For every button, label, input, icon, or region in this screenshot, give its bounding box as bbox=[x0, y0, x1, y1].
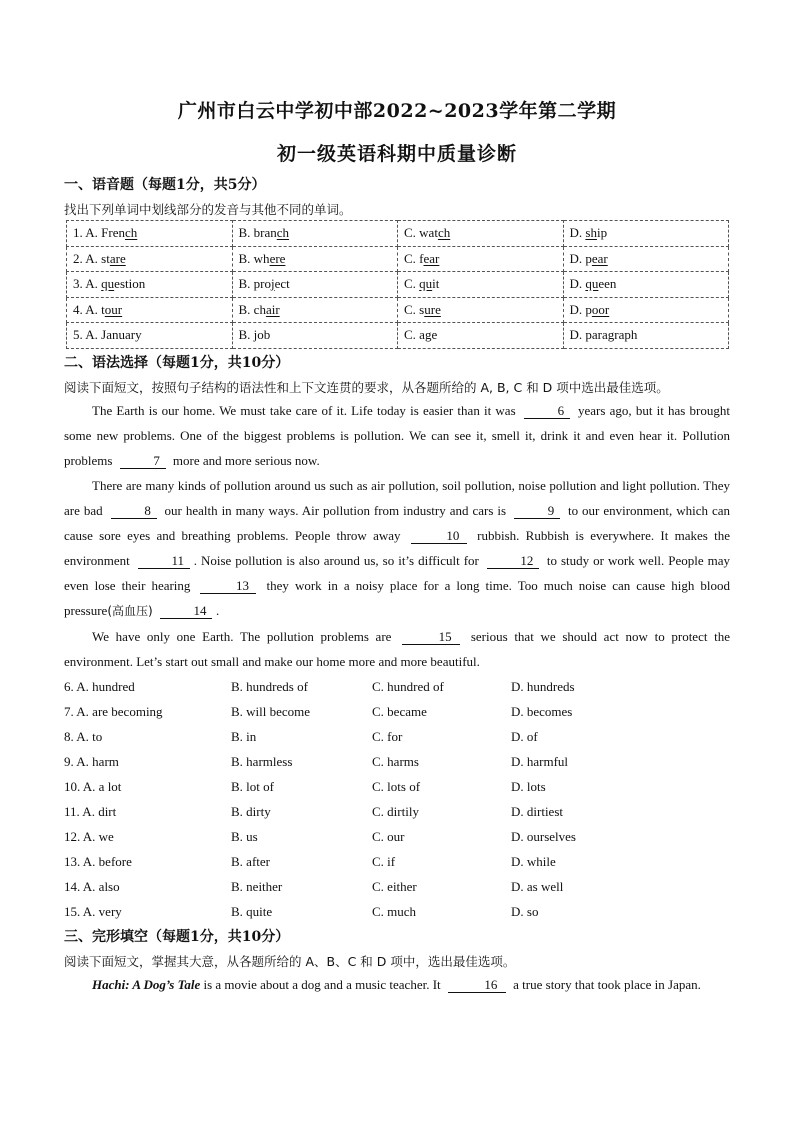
option-choice: D. while bbox=[511, 853, 556, 869]
option-choice: D. dirtiest bbox=[511, 803, 563, 819]
option-row bbox=[64, 899, 730, 924]
option-choice: 10. A. a lot bbox=[64, 778, 122, 794]
grammar-passage bbox=[64, 398, 730, 674]
blank-10: 10 bbox=[411, 529, 467, 544]
option-choice: B. us bbox=[231, 828, 258, 844]
option-choice: C. for bbox=[372, 728, 403, 744]
phonetics-option: D. poor bbox=[563, 297, 729, 323]
phonetics-row bbox=[67, 221, 729, 247]
option-choice: C. either bbox=[372, 878, 417, 894]
phonetics-option: D. ship bbox=[563, 221, 729, 247]
option-choice: B. hundreds of bbox=[231, 678, 308, 694]
phonetics-option: 4. A. tour bbox=[67, 297, 233, 323]
option-choice: C. dirtily bbox=[372, 803, 419, 819]
section3-heading: 三、完形填空（每题1分，共10分） bbox=[64, 929, 290, 945]
underlined-letters: ear bbox=[423, 250, 440, 266]
option-choice: B. in bbox=[231, 728, 257, 744]
grammar-options bbox=[64, 674, 730, 924]
option-row bbox=[64, 824, 730, 849]
option-choice: B. after bbox=[231, 853, 270, 869]
option-choice: C. harms bbox=[372, 753, 419, 769]
blank-8: 8 bbox=[111, 504, 157, 519]
option-row bbox=[64, 849, 730, 874]
option-choice: 9. A. harm bbox=[64, 753, 119, 769]
option-choice: D. harmful bbox=[511, 753, 569, 769]
exam-subtitle: 初一级英语科期中质量诊断 bbox=[276, 143, 517, 165]
option-choice: D. so bbox=[511, 903, 539, 919]
phonetics-option: 5. A. January bbox=[67, 323, 233, 349]
cloze-paragraph-1: Hachi: A Dog’s Tale is a movie about a dog and a music teacher. It 16 a true story that took place in Japan. bbox=[92, 977, 701, 992]
blank-9: 9 bbox=[514, 504, 560, 519]
blank-11: 11 bbox=[138, 554, 190, 569]
option-row bbox=[64, 674, 730, 699]
phonetics-option: 3. A. question bbox=[67, 272, 233, 298]
underlined-letters: ere bbox=[269, 250, 286, 266]
underlined-letters: ear bbox=[591, 250, 608, 266]
blank-13: 13 bbox=[200, 579, 256, 594]
option-choice: 8. A. to bbox=[64, 728, 103, 744]
section1-instruction: 找出下列单词中划线部分的发音与其他不同的单词。 bbox=[64, 202, 352, 217]
phonetics-option: C. age bbox=[398, 323, 564, 349]
option-choice: 12. A. we bbox=[64, 828, 114, 844]
blank-7: 7 bbox=[120, 454, 166, 469]
cloze-passage bbox=[64, 972, 730, 997]
option-choice: B. quite bbox=[231, 903, 273, 919]
phonetics-table bbox=[66, 220, 729, 349]
passage-paragraph-1: The Earth is our home. We must take care of it. Life today is easier than it was 6 years ago, but it has brought some new problems. One of the biggest problems is pollution. We can see it, smell it, drink it and even hear it. Pollution problems 7 more and more serious now. bbox=[64, 403, 730, 468]
option-choice: D. becomes bbox=[511, 703, 573, 719]
underlined-letters: qu bbox=[419, 276, 433, 292]
option-choice: C. lots of bbox=[372, 778, 421, 794]
phonetics-option: B. where bbox=[232, 246, 398, 272]
phonetics-option: B. branch bbox=[232, 221, 398, 247]
option-choice: B. will become bbox=[231, 703, 311, 719]
underlined-letters: ure bbox=[424, 301, 441, 317]
option-choice: 6. A. hundred bbox=[64, 678, 135, 694]
movie-title: Hachi: A Dog’s Tale bbox=[92, 977, 201, 992]
section1-heading: 一、语音题（每题1分，共5分） bbox=[64, 177, 266, 193]
option-choice: B. neither bbox=[231, 878, 283, 894]
option-choice: B. harmless bbox=[231, 753, 293, 769]
blank-12: 12 bbox=[487, 554, 539, 569]
option-choice: 11. A. dirt bbox=[64, 803, 117, 819]
underlined-letters: ch bbox=[276, 225, 290, 241]
option-choice: 7. A. are becoming bbox=[64, 703, 163, 719]
option-row bbox=[64, 874, 730, 899]
phonetics-option: C. quit bbox=[398, 272, 564, 298]
option-choice: B. lot of bbox=[231, 778, 274, 794]
phonetics-option: 2. A. stare bbox=[67, 246, 233, 272]
option-row bbox=[64, 774, 730, 799]
passage-paragraph-2: There are many kinds of pollution around us such as air pollution, soil pollution, noise pollution and light pollution. They are bad 8 our health in many ways. Air pollution from industry and cars is 9 to our environment, which can cause sore eyes and breathing problems. People throw away 10 rubbish. Rubbish is everywhere. It makes the environment 11 . Noise pollution is also around us, so it’s difficult for 12 to study or work well. People may even lose their hearing 13 they work in a noisy place for a long time. Too much noise can cause high blood pressure(高血压) 14 . bbox=[64, 478, 731, 618]
passage-paragraph-3: We have only one Earth. The pollution problems are 15 serious that we should act now to protect the environment. Let’s start out small and make our home more and more beautiful. bbox=[64, 629, 731, 669]
phonetics-row bbox=[67, 246, 729, 272]
section3-instruction: 阅读下面短文，掌握其大意，从各题所给的 A、B、C 和 D 项中，选出最佳选项。 bbox=[64, 954, 516, 969]
option-choice: D. as well bbox=[511, 878, 564, 894]
blank-16: 16 bbox=[448, 978, 506, 993]
phonetics-option: D. queen bbox=[563, 272, 729, 298]
option-choice: D. ourselves bbox=[511, 828, 576, 844]
underlined-letters: qu bbox=[101, 276, 115, 292]
phonetics-row bbox=[67, 272, 729, 298]
underlined-letters: qu bbox=[585, 276, 599, 292]
underlined-letters: oor bbox=[591, 301, 610, 317]
underlined-letters: our bbox=[104, 301, 123, 317]
option-choice: D. of bbox=[511, 728, 538, 744]
option-choice: B. dirty bbox=[231, 803, 271, 819]
phonetics-option: C. watch bbox=[398, 221, 564, 247]
section2-heading: 二、语法选择（每题1分，共10分） bbox=[64, 355, 290, 371]
option-row bbox=[64, 749, 730, 774]
option-choice: 15. A. very bbox=[64, 903, 122, 919]
phonetics-row bbox=[67, 323, 729, 349]
option-row bbox=[64, 699, 730, 724]
blank-14: 14 bbox=[160, 604, 212, 619]
phonetics-option: B. chair bbox=[232, 297, 398, 323]
underlined-letters: air bbox=[265, 301, 280, 317]
option-choice: D. lots bbox=[511, 778, 546, 794]
option-row bbox=[64, 799, 730, 824]
phonetics-row bbox=[67, 297, 729, 323]
underlined-letters: are bbox=[109, 250, 126, 266]
phonetics-option: B. project bbox=[232, 272, 398, 298]
section2-instruction: 阅读下面短文，按照句子结构的语法性和上下文连贯的要求，从各题所给的 A, B, C 和 D 项中选出最佳选项。 bbox=[64, 380, 669, 395]
underlined-letters: sh bbox=[585, 225, 597, 241]
option-choice: C. our bbox=[372, 828, 405, 844]
phonetics-option: C. sure bbox=[398, 297, 564, 323]
option-choice: D. hundreds bbox=[511, 678, 575, 694]
phonetics-option: B. job bbox=[232, 323, 398, 349]
phonetics-option: C. fear bbox=[398, 246, 564, 272]
option-choice: 13. A. before bbox=[64, 853, 132, 869]
option-choice: C. if bbox=[372, 853, 396, 869]
phonetics-option: D. paragraph bbox=[563, 323, 729, 349]
underlined-letters: ch bbox=[437, 225, 451, 241]
option-choice: C. hundred of bbox=[372, 678, 444, 694]
blank-6: 6 bbox=[524, 404, 570, 419]
option-row bbox=[64, 724, 730, 749]
underlined-letters: j bbox=[271, 276, 275, 292]
underlined-letters: ch bbox=[125, 225, 138, 241]
phonetics-option: 1. A. French bbox=[67, 221, 233, 247]
blank-15: 15 bbox=[402, 630, 460, 645]
option-choice: C. much bbox=[372, 903, 417, 919]
option-choice: 14. A. also bbox=[64, 878, 120, 894]
phonetics-option: D. pear bbox=[563, 246, 729, 272]
option-choice: C. became bbox=[372, 703, 427, 719]
exam-title: 广州市白云中学初中部2022~2023学年第二学期 bbox=[177, 100, 617, 122]
